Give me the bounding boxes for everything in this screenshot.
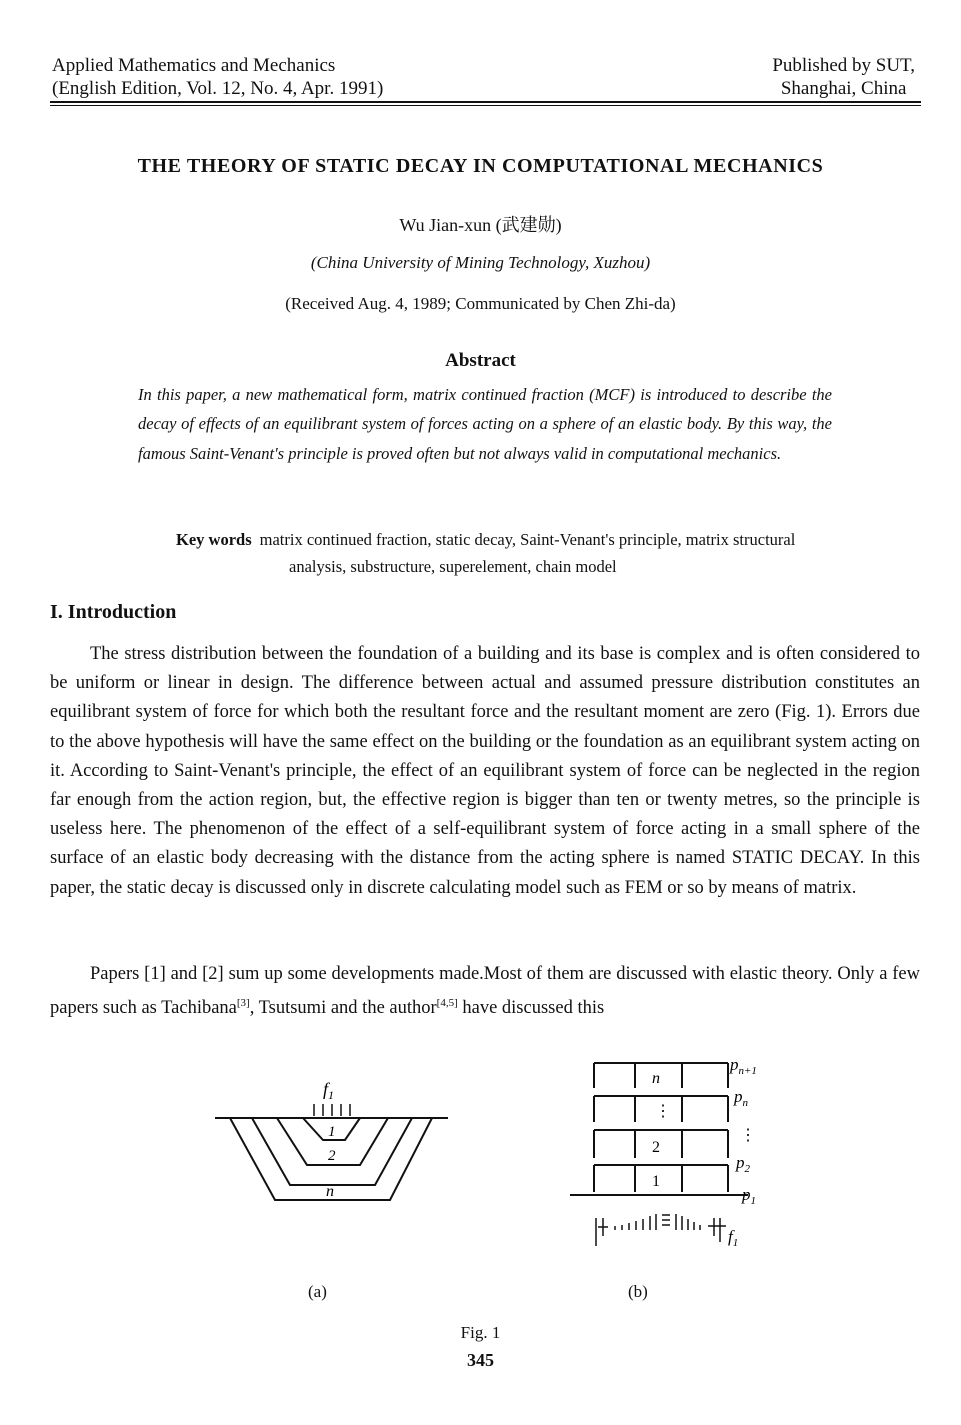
intro-paragraph-2 [50, 960, 920, 1024]
block-row-n [594, 1063, 728, 1088]
citation-author: [4,5] [436, 997, 458, 1010]
figure-number: Fig. 1 [460, 1323, 501, 1342]
header-rule-thick [50, 101, 921, 103]
publisher-header [772, 54, 915, 100]
fig-a-layer-n-label: n [326, 1183, 334, 1200]
applied-force-arrows [314, 1104, 350, 1116]
intro-paragraph-1-text: The stress distribution between the foundation of a building and its base is complex and is often considered to be uniform or linear in design. The difference between actual and assumed pressure distribution constitutes an equilibrant system of force for which both the resultant force and the resultant moment are zero (Fig. 1). Errors due to the above hypothesis will have the same effect on the building or the foundation as an equilibrant system acting on it. According to Saint-Venant's principle, the effect of an equilibrant system of force can be neglected in the region far enough from the action region, but, the effective region is bigger than ten or twenty metres, so the principle is useless here. The phenomenon of the effect of a self-equilibrant system of force acting in a small sphere of the surface of an elastic body decreasing with the distance from the acting sphere is named STATIC DECAY. In this paper, the static decay is discussed only in discrete calculating model such as FEM or so by means of matrix. [50, 644, 920, 898]
journal-name: Applied Mathematics and Mechanics [52, 55, 336, 76]
block-row-1 [594, 1165, 728, 1192]
abstract-heading: Abstract [445, 350, 516, 371]
fig-b-p-dots-label: ⋮ [740, 1127, 756, 1144]
intro-paragraph-1 [50, 640, 920, 903]
section-heading-introduction: I. Introduction [50, 601, 177, 623]
fig-b-force-label: $f_1$ [728, 1227, 739, 1249]
pressure-distribution-marks [596, 1214, 726, 1246]
figure-1b-caption: (b) [628, 1282, 648, 1301]
journal-header [52, 54, 383, 100]
journal-edition: (English Edition, Vol. 12, No. 4, Apr. 1991) [52, 78, 384, 99]
fig-a-layer-1-label: 1 [328, 1124, 336, 1140]
block-row-2 [594, 1130, 728, 1158]
citation-tachibana: [3] [236, 997, 250, 1010]
intro-paragraph-2-text-a: Papers [1] and [2] sum up some developments made.Most of them are discussed with elastic theory. Only a few papers such as Tachibana [50, 964, 920, 1019]
fig-b-p-2-label: $p_2$ [736, 1153, 750, 1175]
keywords-text: matrix continued fraction, static decay, Saint-Venant's principle, matrix structural analysis, substructure, superelement, chain model [259, 530, 796, 576]
fig-b-block-dots-label: ⋮ [655, 1103, 671, 1120]
fig-b-p-n1-label: $p_{n+1}$ [730, 1055, 757, 1077]
publisher-location: Shanghai, China [780, 78, 907, 99]
fig-a-force-label: $f_1$ [323, 1079, 335, 1102]
header-rule-thin [50, 105, 921, 106]
intro-paragraph-2-text-b: , Tsutsumi and the author [249, 998, 437, 1019]
intro-paragraph-2-text-c: have discussed this [457, 998, 605, 1019]
figure-1 [200, 1050, 800, 1310]
fig-b-block-1-label: 1 [652, 1173, 660, 1190]
figure-1a-caption: (a) [308, 1282, 327, 1301]
fig-b-p-n-label: $p_n$ [734, 1087, 748, 1109]
fig-b-block-2-label: 2 [652, 1139, 660, 1156]
fig-b-p-1-label: $p_1$ [742, 1185, 756, 1207]
publisher-name: Published by SUT, [772, 55, 915, 76]
author-affiliation: (China University of Mining Technology, Xuzhou) [310, 253, 651, 272]
abstract-text: In this paper, a new mathematical form, matrix continued fraction (MCF) is introduced to describe the decay of effects of an equilibrant system of forces acting on a sphere of an elastic body. By this way, the famous Saint-Venant's principle is proved often but not always valid in computational mechanics. [138, 385, 832, 463]
received-note: (Received Aug. 4, 1989; Communicated by Chen Zhi-da) [285, 294, 676, 313]
keywords-label: Key words [176, 530, 252, 549]
paper-title: THE THEORY OF STATIC DECAY IN COMPUTATIONAL MECHANICS [137, 155, 824, 177]
page-number: 345 [467, 1350, 494, 1370]
author-name: Wu Jian-xun (武建勋) [399, 215, 562, 235]
keywords [176, 526, 832, 580]
fig-a-layer-2-label: 2 [328, 1148, 336, 1164]
fig-b-block-n-label: n [652, 1070, 660, 1087]
